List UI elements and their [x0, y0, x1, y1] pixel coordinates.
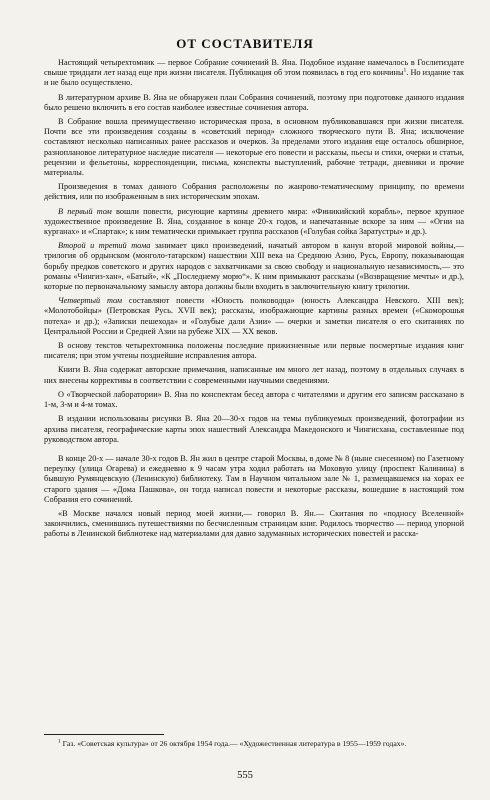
paragraph-10: О «Творческой лаборатории» В. Яна по конспектам бесед автора с читателями и другим его записям рассказано в 1-м, 3-м и 4-м томах. [44, 389, 464, 410]
footnote-divider [44, 734, 164, 735]
paragraph-8: В основу текстов четырехтомника положены последние прижизненные или первые посмертные издания книг писателя; при этом учтены позднейшие исправления автора. [44, 341, 464, 361]
footnote-text: Газ. «Советская культура» от 26 октября 1954 года.— «Художественная литература в 1955—1959 годах». [60, 739, 407, 748]
footnote-marker: 1 [403, 67, 407, 74]
paragraph-9: Книги В. Яна содержат авторские примечания, написанные им много лет назад, поэтому в отдельных случаях в них внесены коррективы в соответствии с современными научными сведениями. [44, 365, 464, 385]
paragraph-1-text: Настоящий четырехтомник — первое Собрание сочинений В. Яна. Подобное издание намечалось в Гослитиздате свыше тридцати лет назад еще при жизни писателя. Публикация об этом появилась в год его кончины [44, 58, 464, 78]
paragraph-7-text: составляют повести «Юность полководца» (юность Александра Невского. XIII век); «Молотобойцы» (Петровская Русь. XVII век); рассказы, изображающие картины разных времен («Скоморошья потеха» и др.); «Записки пешехода» и «Голубые дали Азии» — очерки и заметки писателя о его скитаниях по Центральной России и Средней Азии на рубеже XIX — XX веков. [44, 296, 464, 336]
paragraph-1-end: . Но издание так и не было осуществлено. [44, 68, 464, 88]
footnote-number: 1 [58, 738, 61, 745]
paragraph-7-lead: Четвертый том [58, 296, 123, 306]
page-number: 555 [237, 770, 253, 781]
main-text [44, 58, 464, 544]
paragraph-6 [44, 241, 464, 292]
paragraph-6-lead: Второй и третий тома [58, 241, 151, 251]
paragraph-5-lead: В первый том [58, 206, 112, 216]
page-title: ОТ СОСТАВИТЕЛЯ [176, 36, 314, 51]
paragraph-1 [44, 58, 464, 89]
paragraph-13: «В Москве начался новый период моей жизни,— говорил В. Ян.— Скитания по «подносу Вселенной» закончились, сменившись путешествиями по бесчисленным страницам книг. Родилось творчество — период упорной работы в Ленинской библиотеке над материалами для давно задуманных исторических повестей и расска- [44, 508, 464, 539]
paragraph-11: В издании использованы рисунки В. Яна 20—30-х годов на темы публикуемых произведений, фотографии из архива писателя, географические карты эпох нашествий Александра Македонского и Чингисхана, составленные под руководством автора. [44, 414, 464, 444]
paragraph-3: В Собрание вошла преимущественно историческая проза, в основном публиковавшаяся при жизни писателя. Почти все эти произведения созданы в «советский период» сложного творческого пути В. Яна; исключение составляют несколько написанных ранее рассказов и очерков. За пределами этого издания еще осталось обширное, разноплановое литературное наследие писателя — некоторые его повести и рассказы, пьесы и стихи, очерки и статьи, рецензии и фельетоны, корреспонденции, письма, конспекты выступлений, рабочие тетради, дневники и прочие материалы. [44, 117, 464, 178]
paragraph-2: В литературном архиве В. Яна не обнаружен план Собрания сочинений, поэтому при подготовке данного издания было решено включить в его состав наиболее известные сочинения автора. [44, 92, 464, 112]
paragraph-5 [44, 207, 464, 238]
paragraph-6-text: занимает цикл произведений, начатый автором в канун второй мировой войны,— трилогия об ордынском (монголо-татарском) нашествии XIII века на Среднюю Азию, Русь, Европу, показывающая борьбу предков советского и других народов с захватчиками за свою свободу и национальную независимость,— это романы «Чингиз-хан», «Батый», «К „Последнему морю“». К ним примыкают рассказы («Возвращение мечты» и др.), которые по первоначальному замыслу автора должны были входить в заключительную книгу трилогии. [44, 241, 464, 292]
paragraph-4: Произведения в томах данного Собрания расположены по жанрово-тематическому принципу, по времени действия, или по изображенным в них историческим эпохам. [44, 182, 464, 202]
paragraph-5-text: вошли повести, рисующие картины древнего мира: «Финикийский корабль», первое крупное художественное произведение В. Яна, созданное в конце 20-х годов, и напечатанные вскоре за ним — «Огни на курганах» и «Спартак»; к ним тематически примыкает группа рассказов («Голубая сойка Заратустры» и др.). [44, 206, 464, 237]
paragraph-12: В конце 20-х — начале 30-х годов В. Ян жил в центре старой Москвы, в доме № 8 (ныне снесенном) по Газетному переулку (улица Огарева) и ежедневно к 9 часам утра ходил работать на Моховую улицу (проспект Калинина) в бывшую Румянцевскую (Ленинскую) библиотеку. Там в Научном читальном зале № 1, размещавшемся на хорах ее старого здания — «Дома Пашкова», он тогда написал повести и некоторые рассказы, вошедшие в настоящий том Собрания его сочинений. [44, 453, 464, 504]
paragraph-7 [44, 296, 464, 337]
footnote [44, 739, 464, 749]
